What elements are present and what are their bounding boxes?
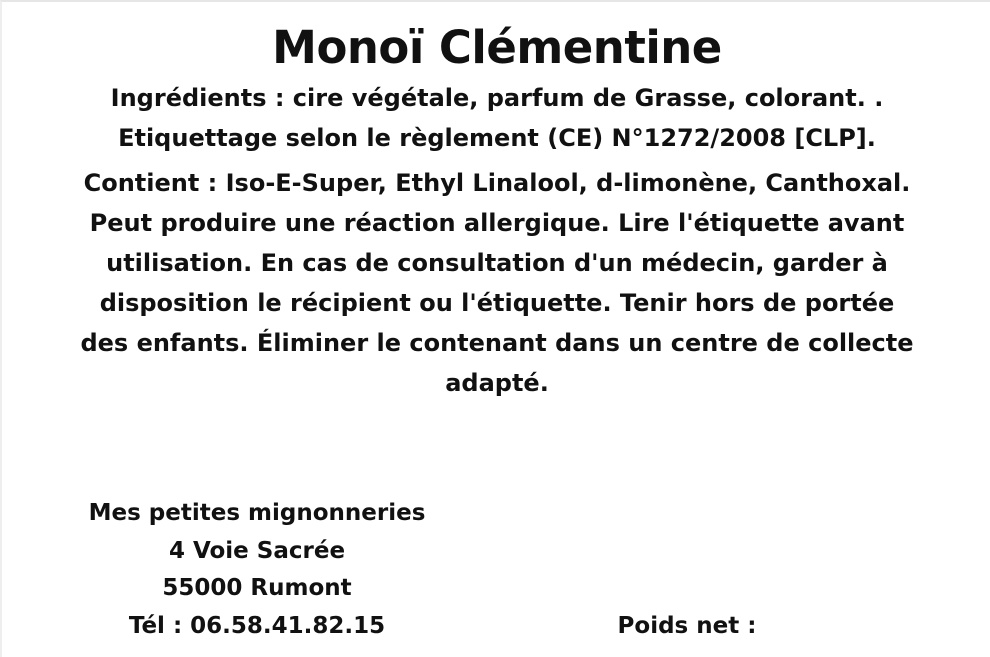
warning-line: disposition le récipient ou l'étiquette. Tenir hors de portée <box>99 289 895 317</box>
shop-name: Mes petites mignonneries <box>88 500 426 526</box>
clp-regulation-text: Etiquettage selon le règlement (CE) N°1272/2008 [CLP]. <box>118 124 876 152</box>
warning-line: adapté. <box>445 369 549 397</box>
net-weight-label: Poids net : <box>617 613 757 639</box>
warning-line: utilisation. En cas de consultation d'un médecin, garder à <box>106 249 888 277</box>
warning-line: Peut produire une réaction allergique. Lire l'étiquette avant <box>89 209 905 237</box>
shop-phone: Tél : 06.58.41.82.15 <box>128 613 386 639</box>
ingredients-text: Ingrédients : cire végétale, parfum de Grasse, colorant. . <box>110 84 884 112</box>
shop-street: 4 Voie Sacrée <box>168 538 346 564</box>
warnings-block <box>2 163 990 403</box>
warning-line: des enfants. Éliminer le contenant dans un centre de collecte <box>80 329 914 357</box>
shop-city: 55000 Rumont <box>162 575 352 601</box>
warning-line: Contient : Iso-E-Super, Ethyl Linalool, d-limonène, Canthoxal. <box>83 169 911 197</box>
product-title: Monoï Clémentine <box>272 21 722 74</box>
